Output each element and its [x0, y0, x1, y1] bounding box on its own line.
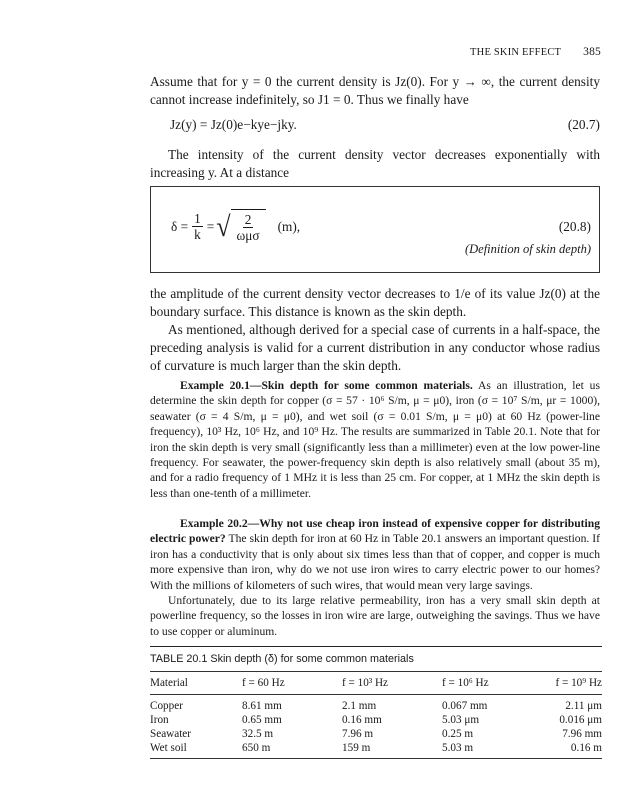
formula-lhs: δ = — [171, 219, 189, 234]
table-cell: 5.03 m — [442, 742, 474, 754]
table-cell: 0.067 mm — [442, 700, 488, 712]
fraction-denominator: k — [194, 227, 201, 242]
table-bottom-rule — [150, 758, 602, 759]
skin-depth-definition-box — [150, 186, 600, 273]
skin-depth-formula — [171, 209, 300, 245]
running-header — [470, 46, 601, 58]
equation-20-8-number: (20.8) — [558, 219, 591, 234]
col-header-1e6hz: f = 10⁶ Hz — [442, 677, 489, 689]
table-row — [150, 727, 602, 741]
definition-caption: (Definition of skin depth) — [464, 242, 591, 256]
example-20-2-paragraph: Unfortunately, due to its large relative permeability, iron has a very small skin depth at powerline frequency, so the losses in iron wire are large, outweighing the savings. Thus we have to use copper or aluminum. — [150, 594, 600, 638]
col-header-60hz: f = 60 Hz — [242, 677, 285, 689]
table-header-row — [150, 672, 602, 695]
example-20-2 — [150, 516, 600, 639]
table-cell: 7.96 m — [342, 728, 374, 740]
example-20-1-body: As an illustration, let us determine the skin depth for copper (σ = 57 · 10⁶ S/m, μ = μ0), iron (σ = 10⁷ S/m, μr = 1000), seawater (σ = 4 S/m, μ = μ0), and wet soil (σ = 0.01 S/m, μ = μ0) at 60 Hz (power-line frequency), 10³ Hz, 10⁶ Hz, and 10⁹ Hz. The results are summarized in Table 20.1. Note that for iron the skin depth is very small (significantly less than a millimeter) even at the low power-line frequency. For seawater, the power-frequency skin depth is also relatively small (about 35 m), and for a radio frequency of 1 MHz it is less than 25 cm. For copper, at 1 MHz the skin depth is less than one-tenth of a millimeter. — [150, 379, 600, 500]
square-root — [216, 209, 265, 245]
example-20-2-text — [150, 516, 600, 593]
equation-20-7-body: Jz(y) = Jz(0)e−kye−jky. — [170, 117, 297, 132]
table-cell: 32.5 m — [242, 728, 274, 740]
example-20-1-title: Example 20.1—Skin depth for some common materials. — [180, 379, 473, 392]
paragraph-3-block — [150, 285, 600, 375]
example-20-2-body: The skin depth for iron at 60 Hz in Table 20.1 answers an important question. If iron has a conductivity that is only about six times less than that of copper, and copper is much more expensive than iron, why do we not use iron wires to carry electric power to our homes? With the millions of kilometers of such wires, that would mean very large savings. — [150, 532, 600, 592]
table-cell: 2.11 μm — [565, 700, 602, 712]
formula-equals: = — [206, 219, 215, 234]
table-cell: 8.61 mm — [242, 700, 282, 712]
table-cell: Seawater — [150, 728, 191, 740]
table-cell: 0.16 m — [570, 742, 602, 754]
table-row — [150, 741, 602, 755]
radicand-denominator: ωμσ — [236, 228, 260, 243]
table-cell: 0.25 m — [442, 728, 474, 740]
table-cell: Iron — [150, 714, 169, 726]
col-header-material: Material — [150, 677, 188, 689]
table-cell: 0.016 μm — [559, 714, 602, 726]
radicand — [231, 209, 266, 245]
col-header-1e9hz: f = 10⁹ Hz — [555, 677, 602, 689]
paragraph-3: the amplitude of the current density vector decreases to 1/e of its value Jz(0) at the boundary surface. This distance is known as the skin depth. — [150, 286, 600, 319]
col-header-1e3hz: f = 10³ Hz — [342, 677, 389, 689]
table-cell: 650 m — [242, 742, 271, 754]
example-20-1-text — [150, 378, 600, 501]
example-20-2-title: Example 20.2—Why not use cheap iron instead of expensive copper for distributing electric power? — [150, 517, 600, 546]
formula-unit: (m), — [277, 219, 301, 234]
paragraph-2: The intensity of the current density vector decreases exponentially with increasing y. At a distance — [150, 147, 600, 180]
fraction-two-over-omega-mu-sigma — [235, 212, 262, 244]
paragraph-4: As mentioned, although derived for a special case of currents in a half-space, the preceding analysis is valid for a current distribution in any conductor whose radius of curvature is much larger than the skin depth. — [150, 322, 600, 373]
table-cell: Copper — [150, 700, 183, 712]
paragraph-2-block — [150, 146, 600, 182]
fraction-one-over-k — [192, 211, 203, 243]
radical-sign-icon: √ — [216, 210, 231, 243]
paragraph-intro — [150, 73, 600, 109]
fraction-numerator: 1 — [194, 211, 201, 226]
table-row — [150, 695, 602, 714]
table-cell: Wet soil — [150, 742, 187, 754]
table-cell: 5.03 μm — [442, 714, 480, 726]
table-caption: TABLE 20.1 Skin depth (δ) for some common materials — [150, 653, 414, 665]
running-title: THE SKIN EFFECT — [470, 47, 562, 58]
paragraph-1: Assume that for y = 0 the current density is Jz(0). For y → ∞, the current density cannot increase indefinitely, so J1 = 0. Thus we finally have — [150, 74, 600, 107]
skin-depth-table — [150, 646, 602, 759]
radicand-numerator: 2 — [244, 212, 252, 227]
table-cell: 159 m — [342, 742, 371, 754]
table-cell: 0.16 mm — [342, 714, 382, 726]
table-cell: 0.65 mm — [242, 714, 282, 726]
table-grid — [150, 672, 602, 755]
table-cell: 7.96 mm — [562, 728, 602, 740]
table-row — [150, 713, 602, 727]
page-number: 385 — [583, 46, 601, 58]
example-20-1 — [150, 378, 600, 501]
equation-20-7-number: (20.7) — [567, 117, 600, 132]
equation-20-7 — [170, 117, 600, 139]
table-cell: 2.1 mm — [342, 700, 377, 712]
